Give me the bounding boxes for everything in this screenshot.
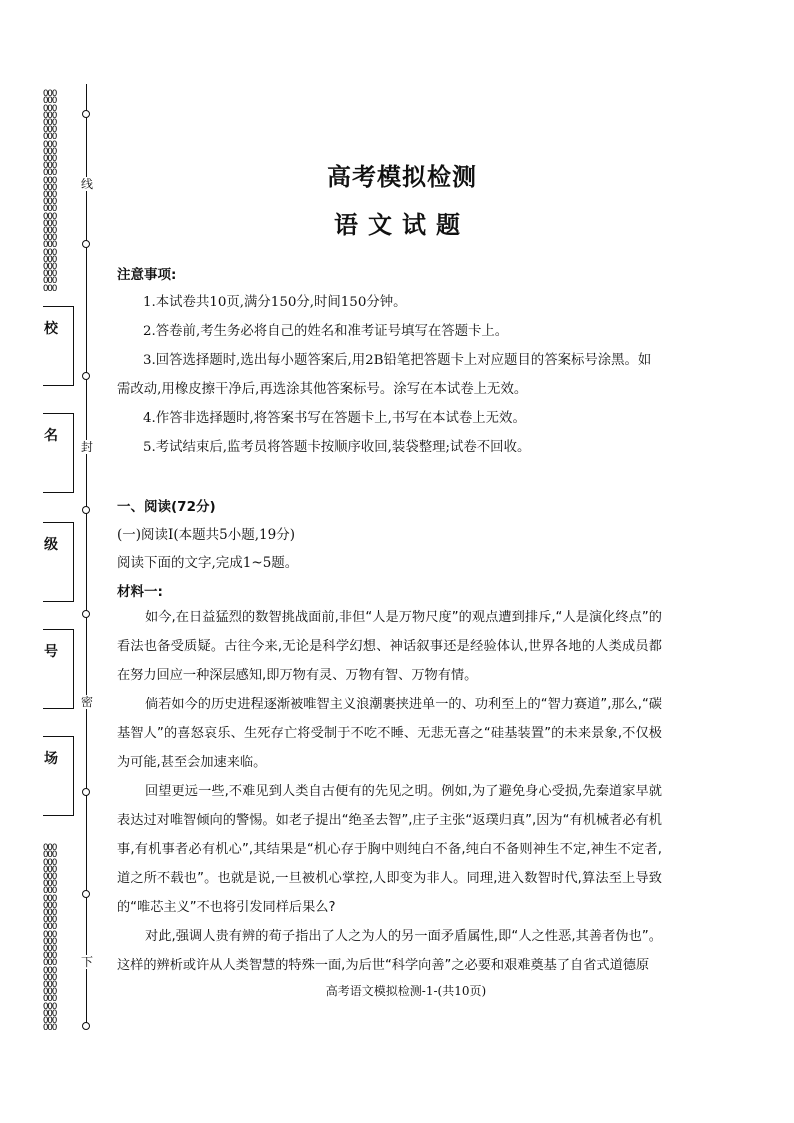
notice-item: 2.答卷前,考生务必将自己的姓名和准考证号填写在答题卡上。 <box>143 324 509 339</box>
notice-heading: 注意事项: <box>117 267 177 283</box>
page-footer: 高考语文模拟检测-1-(共10页) <box>325 984 487 998</box>
binding-dot <box>82 610 90 618</box>
field-box-name <box>43 413 74 493</box>
field-label-class: 级 <box>44 537 58 553</box>
paragraph: 如今,在日益猛烈的数智挑战面前,非但“人是万物尺度”的观点遭到排斥,“人是演化终点”的看法也备受质疑。古往今来,无论是科学幻想、神话叙事还是经验体认,世界各地的人类成员都在努力回应一种深层感知,即万物有灵、万物有智、万物有情。 <box>117 610 662 683</box>
field-label-number: 号 <box>44 644 58 660</box>
notice-item: 1.本试卷共10页,满分150分,时间150分钟。 <box>143 295 407 310</box>
field-box-room <box>43 736 74 816</box>
field-box-class <box>43 522 74 602</box>
binding-dot <box>82 788 90 796</box>
binding-rings-top: OOO OOO OOO OOO OOO OOO OOO OOO OOO OOO OOO OOO OOO OOO OOO OOO OOO OOO OOO OOO OOO OOO OOO OOO OOO OOO OOO OOO <box>43 89 57 294</box>
notice-item: 3.回答选择题时,选出每小题答案后,用2B铅笔把答题卡上对应题目的答案标号涂黑。如需改动,用橡皮擦干净后,再选涂其他答案标号。涂写在本试卷上无效。 <box>117 353 652 397</box>
binding-dot <box>82 890 90 898</box>
binding-char-feng: 封 <box>80 440 93 454</box>
field-label-school: 校 <box>44 321 58 337</box>
section-heading: 一、阅读(72分) <box>117 499 216 515</box>
binding-rings-bottom: OOO OOO OOO OOO OOO OOO OOO OOO OOO OOO OOO OOO OOO OOO OOO OOO OOO OOO OOO OOO OOO OOO OOO OOO OOO OOO <box>43 843 57 1034</box>
binding-dot <box>82 110 90 118</box>
section-subheading: (一)阅读Ⅰ(本题共5小题,19分) <box>117 527 295 543</box>
paragraph: 回望更远一些,不难见到人类自古便有的先见之明。例如,为了避免身心受损,先秦道家早就表达过对唯智倾向的警惕。如老子提出“绝圣去智”,庄子主张“返璞归真”,因为“有机械者必有机事,有机事者必有机心”,其结果是“机心存于胸中则纯白不备,纯白不备则神生不定,神生不定者,道之所不载也”。也就是说,一旦被机心掌控,人即变为非人。同理,进入数智时代,算法至上导致的“唯芯主义”不也将引发同样后果么? <box>117 784 662 915</box>
paragraph: 对此,强调人贵有辨的荀子指出了人之为人的另一面矛盾属性,即“人之性恶,其善者伪也”。这样的辨析或许从人类智慧的特殊一面,为后世“科学向善”之必要和艰难奠基了自省式道德原 <box>117 929 662 973</box>
material-label: 材料一: <box>117 584 163 600</box>
binding-dot <box>82 1022 90 1030</box>
field-label-name: 名 <box>44 428 58 444</box>
page-title: 高考模拟检测 <box>327 163 477 191</box>
page-subtitle: 语文试题 <box>334 211 470 239</box>
binding-char-xian: 线 <box>80 177 93 191</box>
binding-dot <box>82 506 90 514</box>
notice-item: 5.考试结束后,监考员将答题卡按顺序收回,装袋整理;试卷不回收。 <box>143 440 531 455</box>
notice-item: 4.作答非选择题时,将答案书写在答题卡上,书写在本试卷上无效。 <box>143 411 526 426</box>
binding-char-mi: 密 <box>80 695 93 709</box>
field-box-number <box>43 629 74 709</box>
binding-dot <box>82 240 90 248</box>
section-instruction: 阅读下面的文字,完成1~5题。 <box>117 555 299 571</box>
binding-char-xia: 下 <box>80 955 93 969</box>
paragraph: 倘若如今的历史进程逐渐被唯智主义浪潮裹挟进单一的、功利至上的“智力赛道”,那么,“碳基智人”的喜怒哀乐、生死存亡将受制于不吃不睡、无悲无喜之“硅基装置”的未来景象,不仅极为可能,甚至会加速来临。 <box>117 697 662 770</box>
binding-dot <box>82 372 90 380</box>
field-box-school <box>43 306 74 386</box>
field-label-room: 场 <box>44 751 58 767</box>
